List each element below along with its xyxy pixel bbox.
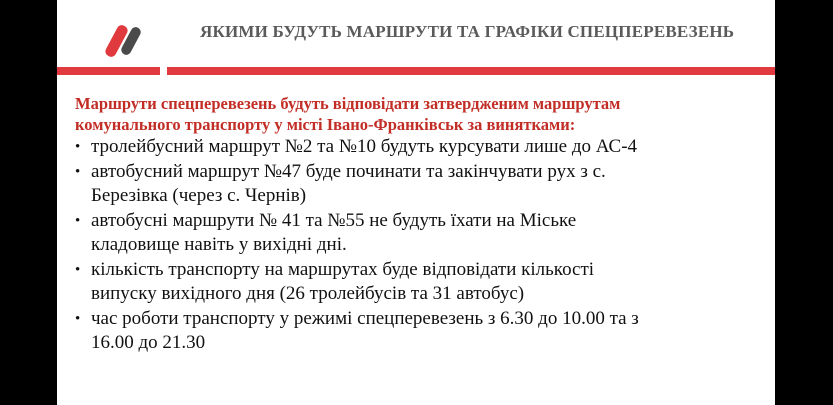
list-item-line: тролейбусний маршрут №2 та №10 будуть курсувати лише до АС-4	[91, 136, 638, 157]
list-item-line: випуску вихідного дня (26 тролейбусів та 31 автобус)	[91, 283, 525, 304]
header-divider-right	[167, 67, 775, 75]
bullet-icon: •	[75, 139, 81, 155]
intro-text	[75, 93, 765, 135]
bullet-icon: •	[75, 310, 81, 327]
list-item	[75, 258, 765, 307]
bullet-icon: •	[75, 212, 81, 229]
bullet-icon: •	[75, 261, 81, 278]
brand-logo-icon	[105, 20, 145, 60]
exceptions-list	[75, 135, 765, 356]
list-item	[75, 209, 765, 258]
intro-line: Маршрути спецперевезень будуть відповідати затвердженим маршрутам	[75, 94, 621, 113]
list-item-line: кількість транспорту на маршрутах буде відповідати кількості	[91, 258, 595, 280]
list-item-line: 16.00 до 21.30	[91, 332, 206, 353]
list-item-line: час роботи транспорту у режимі спецперевезень з 6.30 до 10.00 та з	[91, 307, 639, 329]
intro-line: комунального транспорту у місті Івано-Франківськ за винятками:	[75, 115, 576, 134]
slide-title: ЯКИМИ БУДУТЬ МАРШРУТИ ТА ГРАФІКИ СПЕЦПЕРЕВЕЗЕНЬ	[200, 22, 735, 41]
list-item	[75, 135, 765, 160]
bullet-icon: •	[75, 163, 81, 180]
list-item	[75, 307, 765, 356]
list-item-line: кладовище навіть у вихідні дні.	[91, 234, 347, 255]
list-item-line: автобусний маршрут №47 буде починати та закінчувати рух з с.	[91, 160, 606, 182]
presentation-slide	[57, 0, 775, 405]
list-item-line: автобусні маршрути № 41 та №55 не будуть їхати на Міське	[91, 209, 577, 231]
header-divider-left	[57, 67, 160, 75]
slide-body	[75, 93, 765, 356]
list-item	[75, 160, 765, 209]
list-item-line: Березівка (через с. Чернів)	[91, 185, 307, 206]
